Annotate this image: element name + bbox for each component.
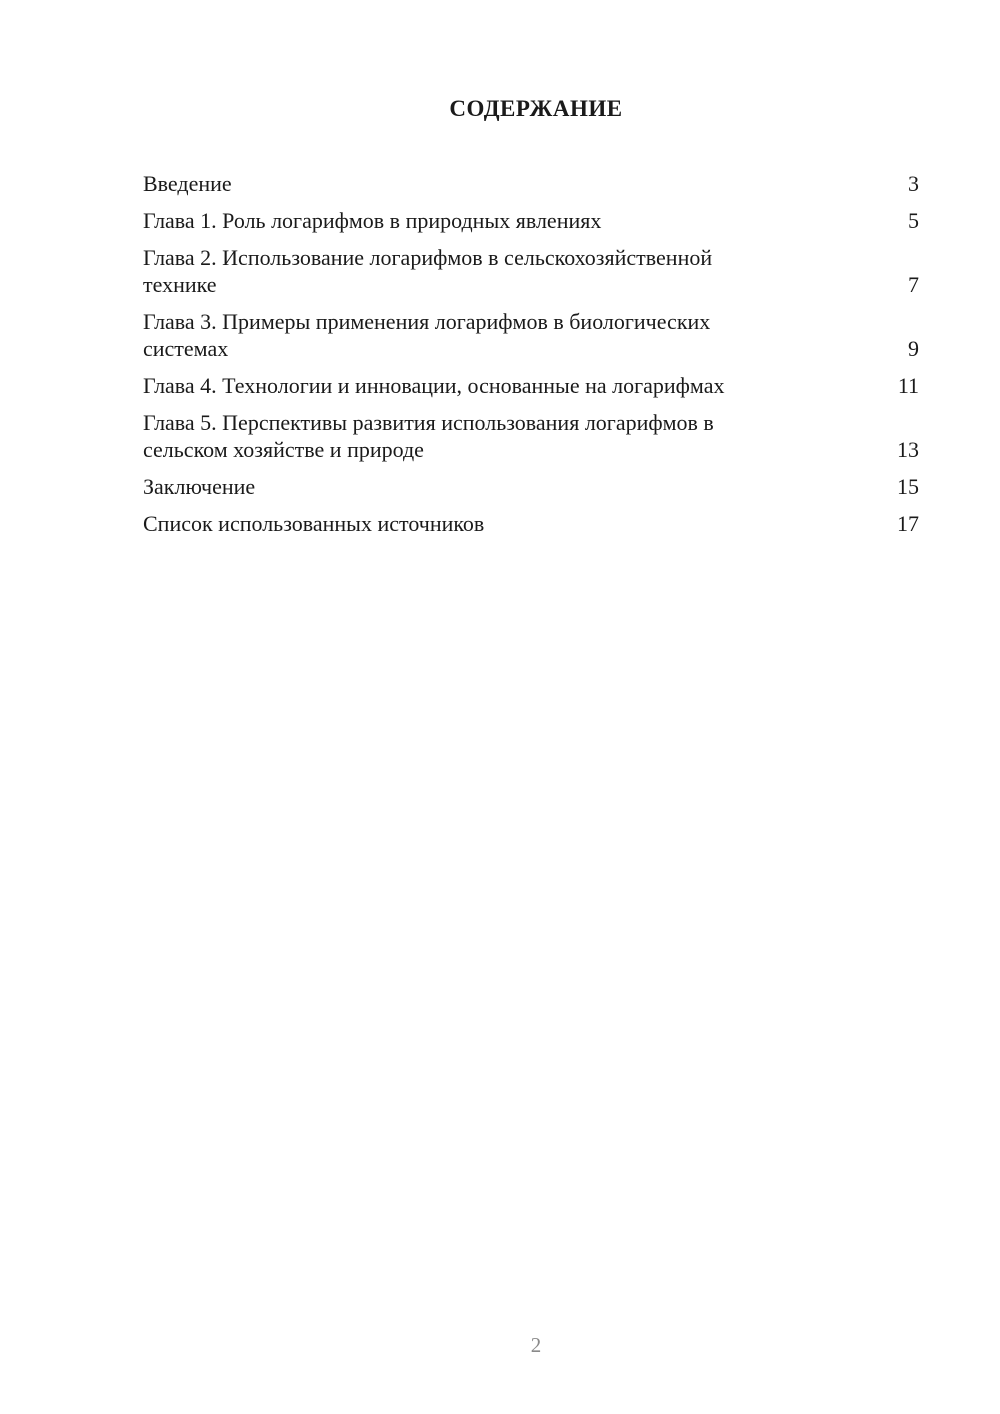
toc-entry-text: Глава 4. Технологии и инновации, основанные на логарифмах — [143, 373, 725, 398]
toc-entry-text: Введение — [143, 171, 232, 196]
toc-entry-page: 9 — [908, 336, 919, 361]
toc-entry-page: 7 — [908, 272, 919, 297]
toc-entry-introduction[interactable] — [143, 170, 919, 197]
toc-entry-text: Глава 5. Перспективы развития использования логарифмов в сельском хозяйстве и природе — [143, 410, 714, 462]
toc-entry-text: Заключение — [143, 474, 256, 499]
toc-entry-page: 5 — [908, 208, 919, 233]
toc-entry-conclusion[interactable] — [143, 473, 919, 500]
toc-entry-chapter-1[interactable] — [143, 207, 919, 234]
toc-entry-page: 13 — [897, 437, 919, 462]
toc-entry-chapter-4[interactable] — [143, 372, 919, 399]
toc-entry-page: 11 — [897, 373, 919, 398]
toc-entry-chapter-2[interactable] — [143, 244, 919, 298]
toc-entry-references[interactable] — [143, 510, 919, 537]
toc-entry-page: 3 — [908, 171, 919, 196]
toc-entry-text: Список использованных источников — [143, 511, 485, 536]
toc-entry-text: Глава 2. Использование логарифмов в сельскохозяйственной технике — [143, 245, 713, 297]
toc-title: СОДЕРЖАНИЕ — [449, 96, 623, 121]
toc-entry-text: Глава 3. Примеры применения логарифмов в биологических системах — [143, 309, 711, 361]
table-of-contents — [143, 170, 919, 547]
toc-entry-page: 17 — [897, 511, 919, 536]
toc-entry-chapter-3[interactable] — [143, 308, 919, 362]
toc-entry-chapter-5[interactable] — [143, 409, 919, 463]
toc-entry-text: Глава 1. Роль логарифмов в природных явлениях — [143, 208, 602, 233]
page-number: 2 — [530, 1333, 542, 1357]
toc-entry-page: 15 — [897, 474, 919, 499]
